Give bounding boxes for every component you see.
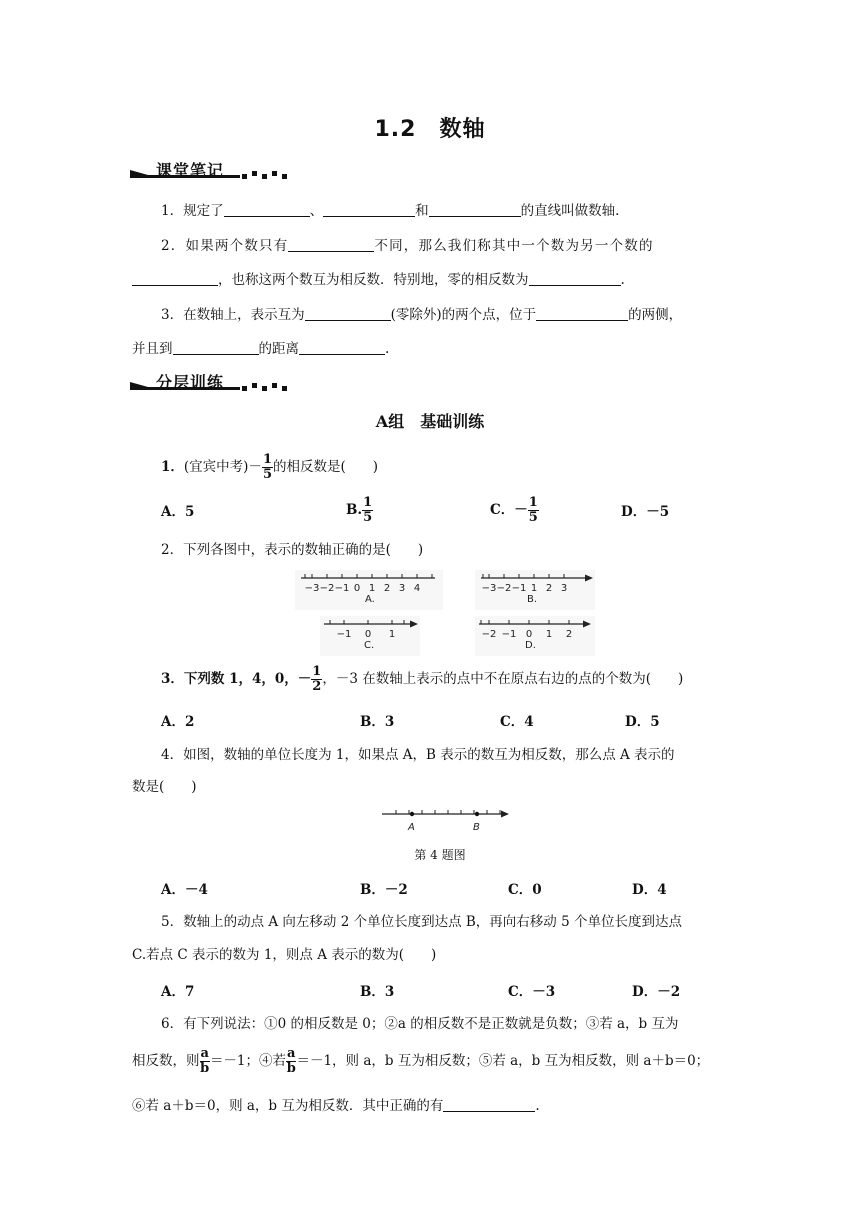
denominator: 5 bbox=[363, 510, 373, 525]
denominator: b bbox=[286, 1061, 296, 1076]
section-banner-notes bbox=[130, 158, 300, 184]
text: 3．在数轴上，表示互为 bbox=[161, 307, 305, 323]
q4-option-b[interactable]: B．－2 bbox=[360, 882, 408, 898]
figure-label: D. bbox=[525, 640, 536, 651]
text: 的两侧， bbox=[628, 307, 683, 323]
tick-label: 0 bbox=[353, 583, 361, 594]
text: 2．下列各图中，表示的数轴正确的是( ) bbox=[161, 542, 424, 558]
notes-line-4 bbox=[161, 305, 682, 325]
tick-label: 2 bbox=[545, 583, 553, 594]
number-line-figure-b bbox=[475, 570, 595, 610]
denominator: 5 bbox=[262, 467, 272, 482]
fraction bbox=[262, 453, 273, 482]
tick-label: −3 bbox=[481, 583, 497, 594]
text: 的直线叫做数轴. bbox=[520, 203, 620, 219]
q3-option-a[interactable]: A．2 bbox=[161, 714, 195, 730]
group-heading: A组 基础训练 bbox=[375, 412, 485, 431]
text: 并且到 bbox=[132, 341, 173, 357]
answer-blank[interactable] bbox=[536, 306, 628, 321]
figure-label: A. bbox=[365, 594, 375, 605]
tick-label: −3 bbox=[304, 583, 320, 594]
point-a bbox=[410, 812, 414, 816]
answer-blank[interactable] bbox=[305, 306, 391, 321]
option-label: B. bbox=[346, 502, 363, 518]
tick-label: 2 bbox=[565, 629, 573, 640]
text: 2．如果两个数只有 bbox=[161, 238, 289, 254]
fraction bbox=[362, 496, 373, 525]
tick-group bbox=[482, 574, 568, 594]
q4-option-c[interactable]: C．0 bbox=[508, 882, 542, 898]
text: (宜宾中考)－ bbox=[183, 459, 262, 475]
text: 、 bbox=[309, 203, 324, 219]
tick-label: −2 bbox=[496, 583, 512, 594]
text: 相反数，则 bbox=[132, 1053, 200, 1069]
text: 的距离 bbox=[258, 341, 299, 357]
numerator: a bbox=[200, 1046, 209, 1061]
tick-label: −1 bbox=[334, 583, 350, 594]
answer-blank[interactable] bbox=[429, 202, 521, 217]
numerator: 1 bbox=[262, 452, 272, 467]
number-line-figure-a bbox=[295, 570, 443, 610]
text: 不同，那么我们称其中一个数为另一个数的 bbox=[374, 238, 654, 254]
tick-group bbox=[305, 574, 432, 594]
tick-label: 1 bbox=[545, 629, 553, 640]
section-title: 分层训练 bbox=[156, 373, 225, 392]
number-line-figure-d bbox=[475, 616, 595, 656]
number-line-figure-c bbox=[320, 616, 420, 656]
tick-label: 0 bbox=[525, 629, 533, 640]
q1-option-b[interactable] bbox=[346, 494, 373, 526]
text: . bbox=[535, 1098, 540, 1114]
figure-label: C. bbox=[364, 640, 375, 651]
question-number: 1． bbox=[161, 459, 184, 475]
q3-option-d[interactable]: D．5 bbox=[625, 714, 660, 730]
tick-label: −1 bbox=[511, 583, 527, 594]
notes-line-5 bbox=[132, 339, 389, 359]
section-title: 课堂笔记 bbox=[156, 161, 225, 180]
answer-blank[interactable] bbox=[288, 237, 374, 252]
point-a-label: A bbox=[408, 822, 415, 833]
q1-option-c[interactable] bbox=[490, 494, 539, 526]
question-2 bbox=[161, 540, 423, 560]
question-6-line-1: 6．有下列说法：①0 的相反数是 0；②a 的相反数不是正数就是负数；③若 a，b 互为 bbox=[161, 1016, 679, 1032]
answer-blank[interactable] bbox=[529, 271, 621, 286]
q4-option-a[interactable]: A．－4 bbox=[161, 882, 208, 898]
figure-caption: 第 4 题图 bbox=[414, 848, 466, 862]
answer-blank[interactable] bbox=[132, 271, 218, 286]
question-4-line-2: 数是( ) bbox=[132, 779, 197, 795]
answer-blank[interactable] bbox=[224, 202, 310, 217]
q5-option-c[interactable]: C．－3 bbox=[508, 984, 556, 1000]
notes-line-3 bbox=[132, 270, 625, 290]
text: ＝－1，则 a，b 互为相反数；⑤若 a，b 互为相反数，则 a＋b＝0； bbox=[296, 1053, 710, 1069]
answer-blank[interactable] bbox=[173, 340, 259, 355]
q3-option-c[interactable]: C．4 bbox=[500, 714, 534, 730]
text: ，也称这两个数互为相反数．特别地，零的相反数为 bbox=[218, 272, 529, 288]
tick-label: 3 bbox=[560, 583, 568, 594]
axis-arrow-icon bbox=[410, 621, 418, 628]
q4-option-d[interactable]: D．4 bbox=[632, 882, 667, 898]
tick-label: −1 bbox=[336, 629, 352, 640]
axis-arrow-icon bbox=[583, 621, 591, 628]
text: 3．下列数 1，4，0，－ bbox=[161, 671, 312, 687]
denominator: 2 bbox=[312, 679, 322, 694]
figure-label: B. bbox=[527, 594, 538, 605]
q1-option-d[interactable]: D．－5 bbox=[621, 504, 670, 520]
numerator: 1 bbox=[528, 495, 538, 510]
section-banner-training bbox=[130, 370, 300, 396]
point-b-label: B bbox=[473, 822, 480, 833]
page-title: 1.2 数轴 bbox=[374, 117, 486, 142]
fraction bbox=[200, 1047, 210, 1076]
question-4-figure bbox=[380, 806, 510, 834]
tick-label: −2 bbox=[319, 583, 335, 594]
text: 1．规定了 bbox=[161, 203, 224, 219]
tick-label: −1 bbox=[501, 629, 517, 640]
numerator: a bbox=[287, 1046, 296, 1061]
axis-arrow-icon bbox=[585, 575, 593, 582]
notes-line-2 bbox=[161, 236, 654, 256]
axis-arrow-icon bbox=[501, 811, 509, 818]
tick-label: 0 bbox=[364, 629, 372, 640]
notes-line-1 bbox=[161, 201, 619, 221]
question-5-line-2: C.若点 C 表示的数为 1，则点 A 表示的数为( ) bbox=[132, 947, 437, 963]
tick-label: 2 bbox=[383, 583, 391, 594]
text: 的相反数是( ) bbox=[273, 459, 379, 475]
question-5-line-1: 5．数轴上的动点 A 向左移动 2 个单位长度到达点 B，再向右移动 5 个单位长度到达点 bbox=[161, 914, 682, 930]
tick-group bbox=[481, 620, 572, 640]
answer-blank[interactable] bbox=[299, 340, 385, 355]
text: . bbox=[385, 341, 390, 357]
answer-blank[interactable] bbox=[443, 1097, 535, 1112]
text: (零除外)的两个点，位于 bbox=[390, 307, 537, 323]
tick-label: 4 bbox=[413, 583, 421, 594]
point-b bbox=[475, 812, 479, 816]
q5-option-d[interactable]: D．－2 bbox=[632, 984, 681, 1000]
numerator: 1 bbox=[312, 664, 322, 679]
fraction bbox=[528, 496, 539, 525]
tick-label: 1 bbox=[368, 583, 376, 594]
q1-option-a[interactable]: A．5 bbox=[161, 504, 195, 520]
text: ，－3 在数轴上表示的点中不在原点右边的点的个数为( ) bbox=[322, 671, 684, 687]
numerator: 1 bbox=[363, 495, 373, 510]
fraction bbox=[311, 665, 322, 694]
text: ⑥若 a＋b＝0，则 a，b 互为相反数．其中正确的有 bbox=[132, 1098, 444, 1114]
question-4-line-1: 4．如图，数轴的单位长度为 1，如果点 A，B 表示的数互为相反数，那么点 A 表示的 bbox=[161, 747, 675, 763]
answer-blank[interactable] bbox=[323, 202, 415, 217]
option-label: C．－ bbox=[490, 502, 528, 518]
text: ＝－1；④若 bbox=[209, 1053, 287, 1069]
question-3 bbox=[161, 662, 683, 696]
q3-option-b[interactable]: B．3 bbox=[360, 714, 395, 730]
tick-label: −2 bbox=[481, 629, 497, 640]
question-6-line-2 bbox=[132, 1044, 709, 1078]
tick-group bbox=[330, 620, 404, 640]
denominator: 5 bbox=[528, 510, 538, 525]
tick-label: 1 bbox=[530, 583, 538, 594]
text: . bbox=[620, 272, 625, 288]
tick-label: 1 bbox=[388, 629, 396, 640]
q5-option-a[interactable]: A．7 bbox=[161, 984, 195, 1000]
text: 和 bbox=[415, 203, 429, 219]
q5-option-b[interactable]: B．3 bbox=[360, 984, 395, 1000]
fraction bbox=[286, 1047, 296, 1076]
tick-label: 3 bbox=[398, 583, 406, 594]
question-6-line-3 bbox=[132, 1096, 540, 1116]
denominator: b bbox=[200, 1061, 210, 1076]
question-1 bbox=[161, 450, 378, 484]
